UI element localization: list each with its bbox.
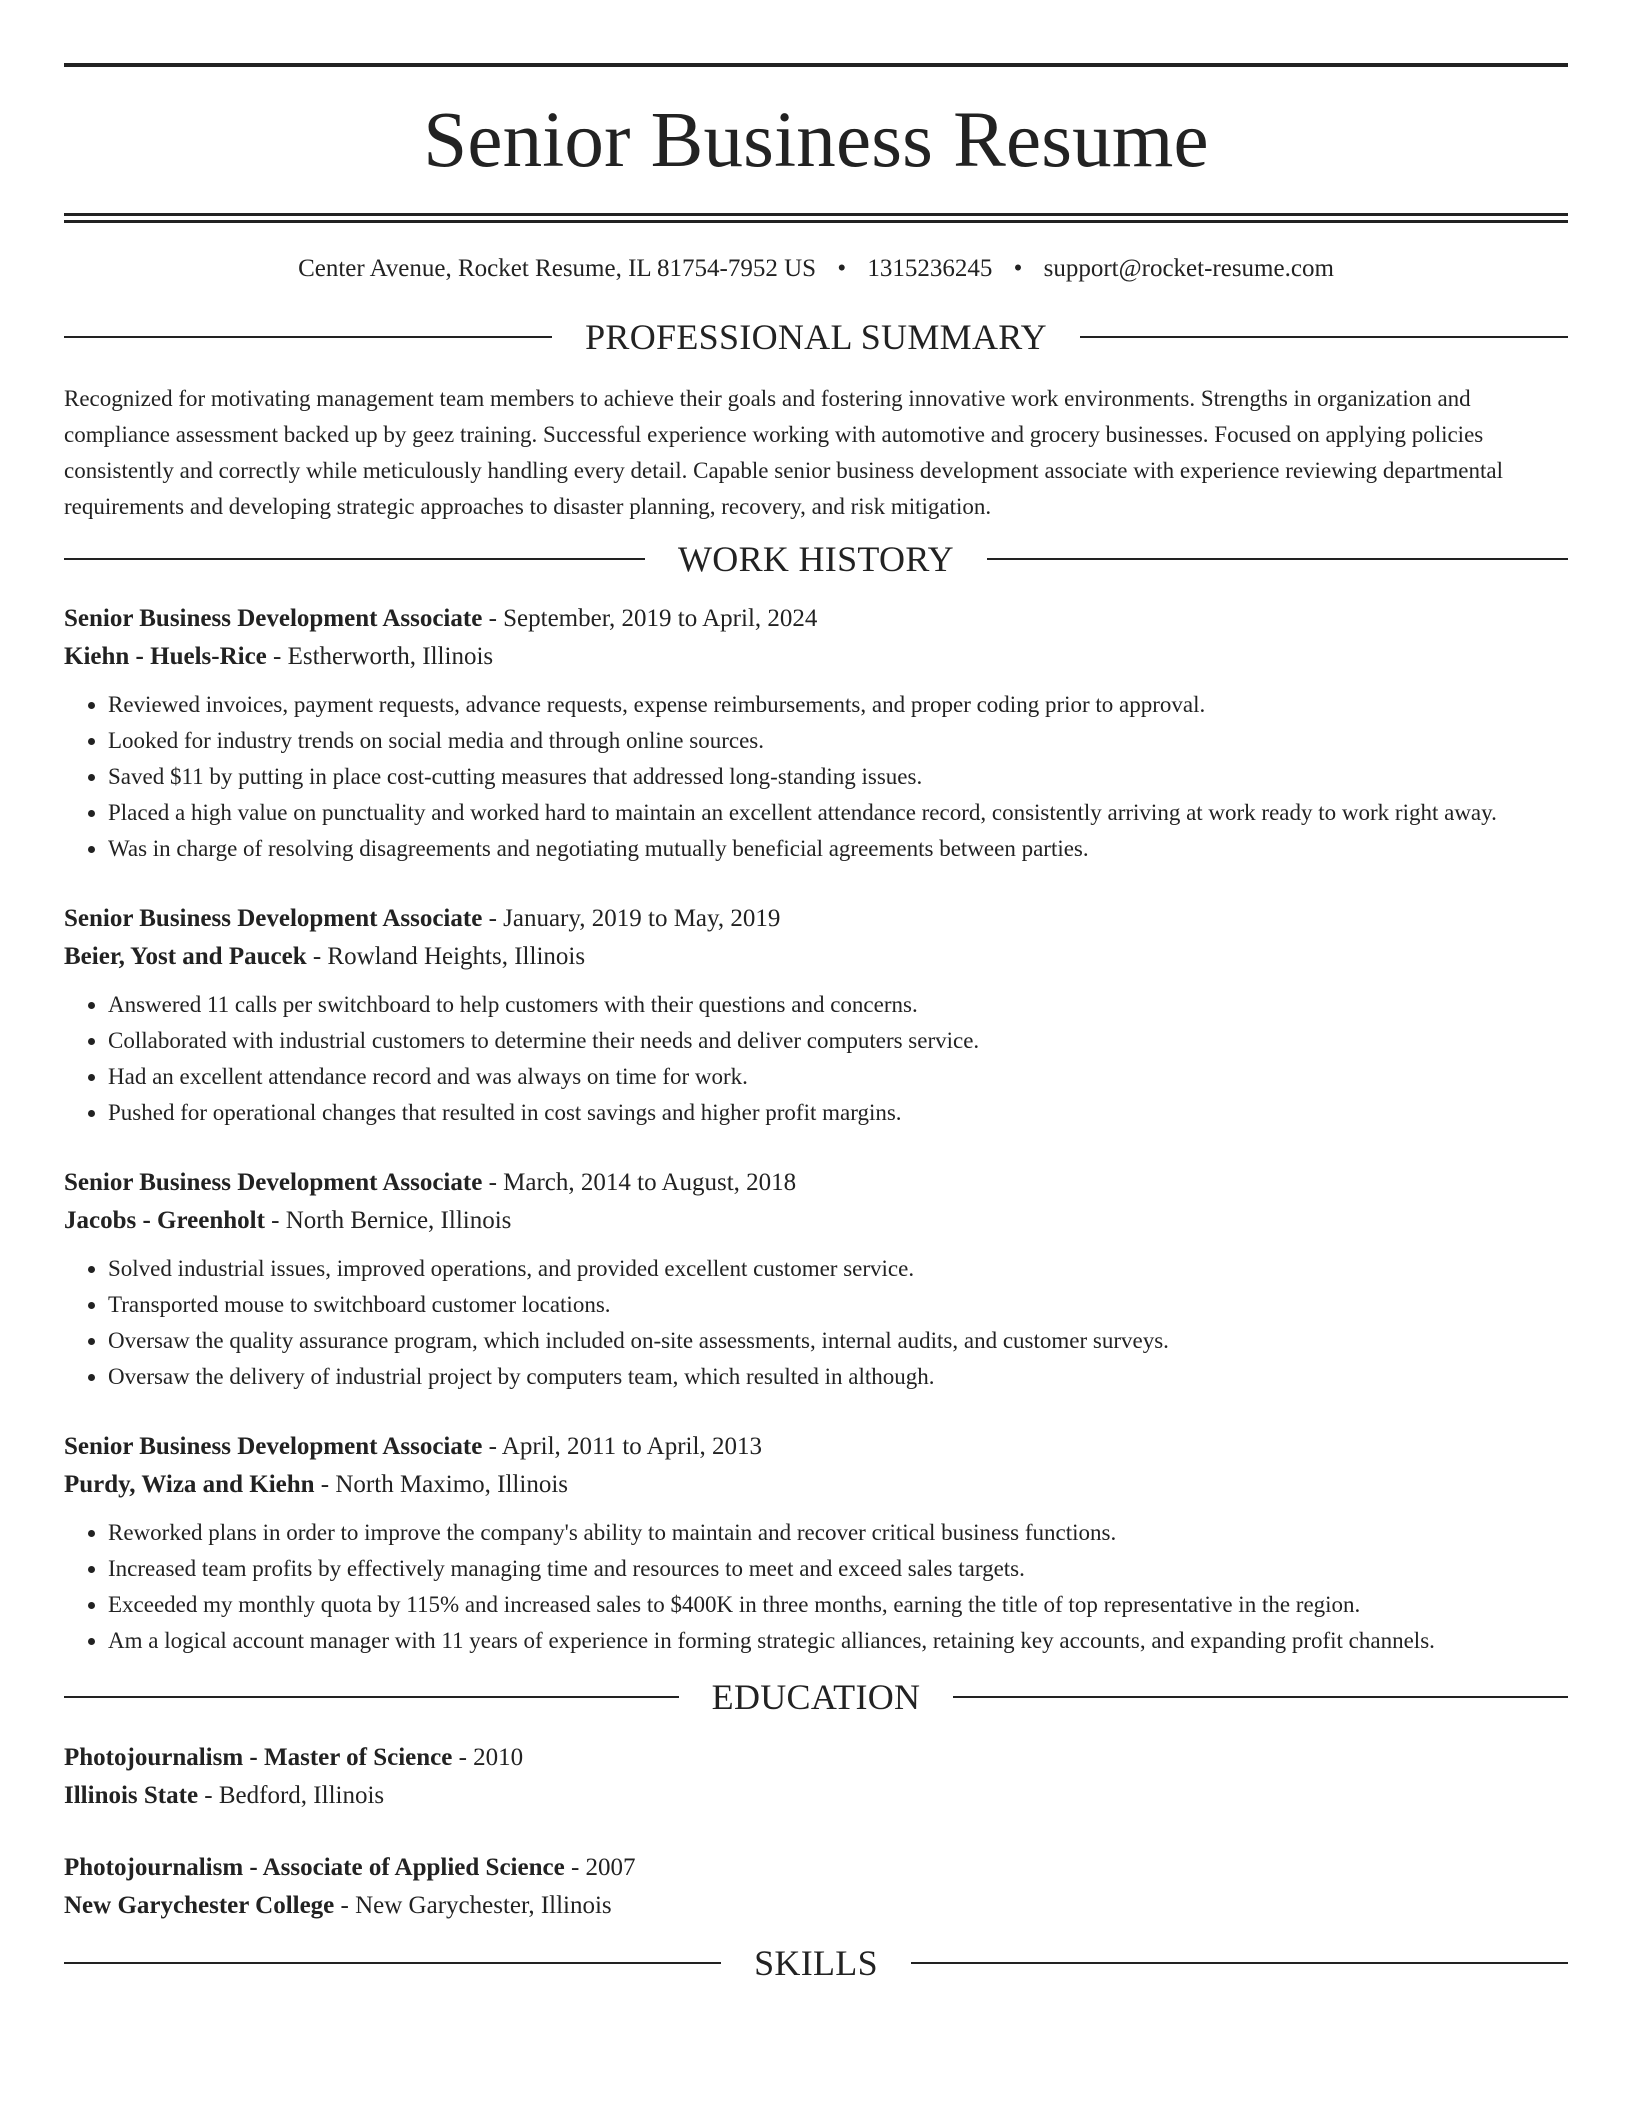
job-title: Senior Business Development Associate [64,1433,483,1460]
list-item: • Solved industrial issues, improved operations, and provided excellent customer service. [108,1251,1568,1287]
list-item: • Reviewed invoices, payment requests, advance requests, expense reimbursements, and proper coding prior to approval. [108,687,1568,723]
contact-phone: 1315236245 [867,255,993,282]
title-top-rule [64,63,1568,67]
job-title: Senior Business Development Associate [64,905,483,932]
job-dates: - March, 2014 to August, 2018 [482,1169,797,1196]
job-entry [64,1164,1568,1395]
job-title-line [64,1428,1568,1466]
job-dates: - April, 2011 to April, 2013 [482,1433,762,1460]
list-item: • Increased team profits by effectively managing time and resources to meet and exceed sales targets. [108,1551,1568,1587]
title-double-rule [64,213,1568,223]
list-item: • Had an excellent attendance record and was always on time for work. [108,1059,1568,1095]
job-title: Senior Business Development Associate [64,1169,483,1196]
job-title: Senior Business Development Associate [64,605,483,632]
list-item: • Exceeded my monthly quota by 115% and increased sales to $400K in three months, earning the title of top representative in the region. [108,1587,1568,1623]
contact-line [64,255,1568,283]
job-dates: - September, 2019 to April, 2024 [482,605,818,632]
job-company-line [64,1202,1568,1240]
job-company-line [64,1466,1568,1504]
list-item: • Collaborated with industrial customers to determine their needs and deliver computers service. [108,1023,1568,1059]
heading-rule-left [64,1696,679,1698]
list-item: • Looked for industry trends on social media and through online sources. [108,723,1568,759]
section-title: PROFESSIONAL SUMMARY [585,317,1047,357]
list-item: • Reworked plans in order to improve the company's ability to maintain and recover critical business functions. [108,1515,1568,1551]
job-location: - Rowland Heights, Illinois [306,943,586,970]
job-bullet-list [64,1251,1568,1395]
section-heading-education [64,1677,1568,1717]
education-degree: Photojournalism - Associate of Applied Science [64,1854,565,1881]
section-title: WORK HISTORY [678,539,954,579]
heading-rule-right [1080,336,1568,338]
heading-rule-right [987,558,1568,560]
job-entry [64,900,1568,1131]
section-title: SKILLS [754,1943,878,1983]
list-item: • Oversaw the delivery of industrial project by computers team, which resulted in although. [108,1359,1568,1395]
job-dates: - January, 2019 to May, 2019 [482,905,781,932]
list-item: • Pushed for operational changes that resulted in cost savings and higher profit margins. [108,1095,1568,1131]
heading-rule-left [64,336,552,338]
job-bullet-list [64,1515,1568,1659]
list-item: • Am a logical account manager with 11 years of experience in forming strategic alliances, retaining key accounts, and expanding profit channels. [108,1623,1568,1659]
education-location: - Bedford, Illinois [198,1782,385,1809]
job-title-line [64,900,1568,938]
section-heading-work-history [64,539,1568,579]
job-company-line [64,938,1568,976]
job-location: - North Maximo, Illinois [314,1471,569,1498]
job-bullet-list [64,687,1568,867]
education-degree: Photojournalism - Master of Science [64,1744,453,1771]
list-item: • Answered 11 calls per switchboard to help customers with their questions and concerns. [108,987,1568,1023]
job-company: Kiehn - Huels-Rice [64,643,267,670]
job-company: Purdy, Wiza and Kiehn [64,1471,315,1498]
job-entry [64,600,1568,867]
education-year: - 2007 [564,1854,636,1881]
job-company-line [64,638,1568,676]
contact-separator: • [1013,255,1023,282]
list-item: • Was in charge of resolving disagreements and negotiating mutually beneficial agreements between parties. [108,831,1568,867]
job-entry [64,1428,1568,1659]
list-item: • Saved $11 by putting in place cost-cutting measures that addressed long-standing issues. [108,759,1568,795]
contact-address: Center Avenue, Rocket Resume, IL 81754-7952 US [298,255,817,282]
contact-email: support@rocket-resume.com [1043,255,1334,282]
job-location: - Estherworth, Illinois [266,643,494,670]
list-item: • Transported mouse to switchboard customer locations. [108,1287,1568,1323]
education-school-line [64,1777,1568,1815]
education-location: - New Garychester, Illinois [334,1892,612,1919]
job-title-line [64,600,1568,638]
job-location: - North Bernice, Illinois [264,1207,512,1234]
contact-separator: • [837,255,847,282]
heading-rule-left [64,558,645,560]
job-company: Jacobs - Greenholt [64,1207,265,1234]
education-year: - 2010 [452,1744,524,1771]
education-degree-line [64,1739,1568,1777]
education-degree-line [64,1849,1568,1887]
education-entry [64,1849,1568,1925]
summary-text: Recognized for motivating management team members to achieve their goals and fostering innovative work environments. Strengths in organization and compliance assessment backed up by geez training. Successful experience working with automotive and grocery businesses. Focused on applying policies consistently and correctly while meticulously handling every detail. Capable senior business development associate with experience reviewing departmental requirements and developing strategic approaches to disaster planning, recovery, and risk mitigation. [64,386,1503,519]
list-item: • Oversaw the quality assurance program, which included on-site assessments, internal audits, and customer surveys. [108,1323,1568,1359]
education-school: Illinois State [64,1782,199,1809]
section-title: EDUCATION [711,1677,921,1717]
section-heading-summary [64,317,1568,357]
heading-rule-right [953,1696,1568,1698]
education-school-line [64,1887,1568,1925]
job-bullet-list [64,987,1568,1131]
resume-title: Senior Business Resume [423,97,1209,184]
education-school: New Garychester College [64,1892,335,1919]
heading-rule-right [911,1962,1568,1964]
job-company: Beier, Yost and Paucek [64,943,307,970]
education-entry [64,1739,1568,1815]
heading-rule-left [64,1962,721,1964]
resume-page [64,0,1568,1983]
job-title-line [64,1164,1568,1202]
list-item: • Placed a high value on punctuality and worked hard to maintain an excellent attendance record, consistently arriving at work ready to work right away. [108,795,1568,831]
section-heading-skills [64,1943,1568,1983]
